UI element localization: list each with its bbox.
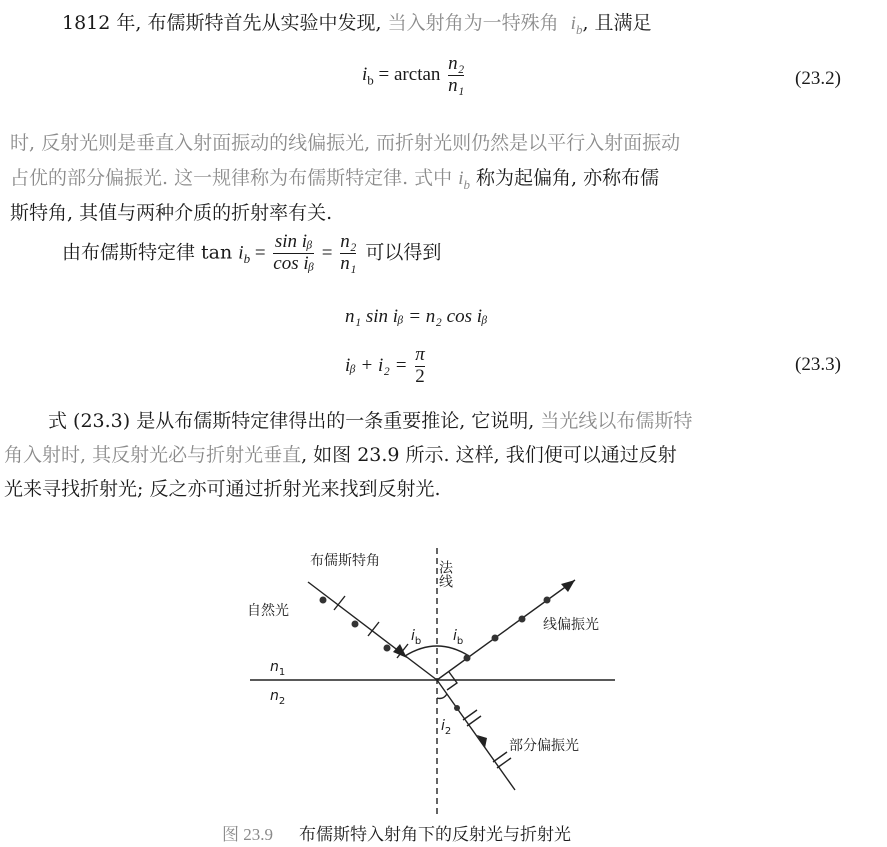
caption-text: 布儒斯特入射角下的反射光与折射光 (299, 825, 571, 845)
fraction-denominator: 2 (415, 365, 425, 387)
label-ib-left: $i_b$ (411, 628, 422, 647)
label-partial-polarized: 部分偏振光 (509, 738, 579, 754)
paragraph-line (48, 406, 692, 433)
text-segment: 称为起偏角, 亦称布儒 (469, 167, 660, 189)
paragraph-line: 斯特角, 其值与两种介质的折射率有关. (10, 202, 333, 224)
polarization-dot (492, 635, 499, 642)
text-segment: 由布儒斯特定律 tan (62, 241, 239, 264)
paragraph-line (62, 8, 652, 38)
math-operator: = (317, 242, 338, 264)
label-i2: $i_2$ (441, 718, 452, 737)
math-symbol: i (570, 13, 576, 34)
brewster-angle-figure (225, 540, 625, 820)
text-segment: 式 (23.3) 是从布儒斯特定律得出的一条重要推论, 它说明, (48, 410, 541, 432)
equation-intermediate: n₁ sin iᵦ = n₂ cos iᵦ (345, 306, 488, 327)
fraction-numerator: π (415, 344, 425, 365)
fraction-denominator: cos iᵦ (273, 252, 315, 274)
fraction-numerator: n₂ (448, 53, 465, 74)
angle-arc-refraction (437, 694, 447, 699)
math-operator: = (250, 242, 271, 264)
fraction-numerator: sin iᵦ (274, 231, 313, 252)
polarization-dot (544, 597, 551, 604)
label-ib-right: $i_b$ (453, 628, 464, 647)
arrow-head (393, 644, 407, 658)
paragraph-line: 时, 反射光则是垂直入射面振动的线偏振光, 而折射光则仍然是以平行入射面振动 (10, 132, 681, 154)
perp-tick (497, 758, 511, 768)
right-angle-mark (447, 672, 457, 690)
highlighted-text: 当光线以布儒斯特 (540, 410, 693, 432)
math-expression: iᵦ + i₂ = (345, 354, 413, 376)
label-brewster-angle: 布儒斯特角 (310, 553, 380, 569)
perp-tick (493, 752, 507, 762)
polarization-dot (384, 645, 391, 652)
arrow-head (477, 735, 487, 748)
fraction-numerator: n₂ (340, 231, 357, 252)
math-symbol: i (458, 168, 464, 189)
label-normal: 法线 (437, 560, 453, 588)
fraction (340, 232, 356, 275)
polarization-dot (352, 621, 359, 628)
figure-caption (222, 820, 571, 845)
fraction-denominator: n₁ (448, 74, 465, 96)
polarization-dot (464, 655, 471, 662)
paragraph-line (62, 232, 441, 275)
label-natural-light: 自然光 (247, 603, 289, 619)
math-subscript: b (367, 72, 374, 88)
fraction (273, 232, 314, 275)
text-segment: , 且满足 (582, 12, 652, 34)
math-subscript: b (575, 21, 583, 37)
text-segment: 1812 年, 布儒斯特首先从实验中发现, (62, 12, 388, 34)
fraction-denominator: n₁ (340, 252, 357, 274)
highlighted-text: 当入射角为一特殊角 (387, 12, 559, 34)
label-n1: $n_1$ (270, 659, 286, 678)
perp-tick (463, 710, 477, 720)
label-n2: $n_2$ (270, 688, 286, 707)
label-linear-polarized: 线偏振光 (543, 617, 599, 633)
math-subscript: b (463, 176, 470, 192)
paragraph-line (10, 163, 659, 193)
polarization-dot (454, 705, 460, 711)
text-segment: , 如图 23.9 所示. 这样, 我们便可以通过反射 (301, 444, 677, 466)
equation-23-2 (362, 54, 467, 97)
arrow-head (561, 580, 575, 592)
highlighted-text: 占优的部分偏振光. 这一规律称为布儒斯特定律. 式中 (10, 167, 459, 189)
fraction (415, 345, 425, 388)
text-segment: 可以得到 (359, 241, 442, 264)
highlighted-text: 角入射时, 其反射光必与折射光垂直 (4, 444, 302, 466)
paragraph-line: 光来寻找折射光; 反之亦可通过折射光来找到反射光. (4, 478, 441, 500)
caption-label: 图 23.9 (222, 825, 273, 844)
fraction (448, 54, 464, 97)
math-symbol: i (238, 242, 244, 264)
equation-number: (23.2) (795, 68, 841, 89)
polarization-dot (519, 616, 526, 623)
math-symbol: i (362, 63, 368, 85)
perp-tick (467, 716, 481, 726)
equation-23-3 (345, 345, 428, 388)
equation-number: (23.3) (795, 354, 841, 375)
math-operator: = arctan (373, 63, 441, 85)
polarization-dot (320, 597, 327, 604)
paragraph-line (4, 440, 677, 467)
math-subscript: b (243, 251, 251, 267)
